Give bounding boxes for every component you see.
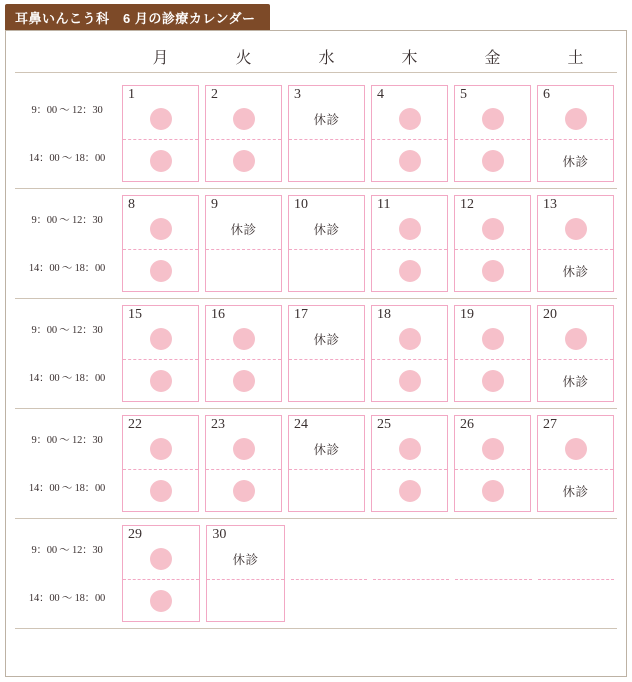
slot-afternoon: [123, 360, 198, 401]
day-cell[interactable]: [206, 525, 284, 622]
day-number: 1: [128, 87, 135, 102]
day-number: 20: [543, 307, 557, 322]
time-label-morning: 9：00 ～ 12：30: [31, 214, 103, 226]
slot-afternoon: [455, 470, 530, 511]
open-dot-icon: [233, 370, 255, 392]
day-number: 17: [294, 307, 308, 322]
slot-morning: [123, 86, 198, 140]
closed-label: 休診: [313, 442, 340, 457]
day-number: 6: [543, 87, 550, 102]
day-number: 5: [460, 87, 467, 102]
page-title: [5, 4, 270, 30]
time-label-afternoon: 14：00 ～ 18：00: [28, 263, 106, 275]
day-number: 15: [128, 307, 142, 322]
day-number: 16: [211, 307, 225, 322]
weekday-header-fri: 金: [484, 50, 501, 67]
open-dot-icon: [233, 328, 255, 350]
open-dot-icon: [150, 480, 172, 502]
day-number: 27: [543, 417, 557, 432]
slot-morning: [289, 196, 364, 250]
time-label-morning: 9：00 ～ 12：30: [31, 434, 103, 446]
slot-afternoon: [123, 470, 198, 511]
slot-afternoon: [206, 360, 281, 401]
day-cell[interactable]: [205, 415, 282, 512]
open-dot-icon: [399, 108, 421, 130]
day-number: 11: [377, 197, 391, 212]
time-label-afternoon: 14：00 ～ 18：00: [28, 593, 106, 605]
day-cell[interactable]: [454, 195, 531, 292]
day-number: 26: [460, 417, 474, 432]
slot-afternoon: [206, 250, 281, 291]
slot-morning: [206, 306, 281, 360]
slot-morning: [455, 306, 530, 360]
open-dot-icon: [399, 218, 421, 240]
day-number: 18: [377, 307, 391, 322]
slot-afternoon: [455, 140, 530, 181]
day-cell[interactable]: [122, 85, 199, 182]
open-dot-icon: [233, 438, 255, 460]
open-dot-icon: [150, 438, 172, 460]
open-dot-icon: [482, 480, 504, 502]
slot-afternoon: [123, 140, 198, 181]
day-cell[interactable]: [537, 195, 614, 292]
calendar-table: [15, 39, 617, 666]
closed-label: 休診: [562, 374, 589, 389]
closed-label: 休診: [313, 332, 340, 347]
slot-afternoon: [289, 470, 364, 511]
open-dot-icon: [150, 150, 172, 172]
open-dot-icon: [482, 108, 504, 130]
slot-morning: [538, 525, 614, 580]
open-dot-icon: [482, 438, 504, 460]
slot-morning: [538, 416, 613, 470]
day-number: 2: [211, 87, 218, 102]
time-label-afternoon: 14：00 ～ 18：00: [28, 483, 106, 495]
open-dot-icon: [233, 150, 255, 172]
slot-afternoon: [538, 470, 613, 511]
slot-morning: [538, 86, 613, 140]
slot-morning: [289, 86, 364, 140]
day-number: 4: [377, 87, 384, 102]
closed-label: 休診: [562, 264, 589, 279]
day-cells-row: [119, 519, 617, 628]
time-label-morning: 9：00 ～ 12：30: [31, 104, 103, 116]
time-label-column: [15, 79, 119, 188]
day-number: 24: [294, 417, 308, 432]
slot-morning: [455, 196, 530, 250]
open-dot-icon: [150, 328, 172, 350]
day-cell[interactable]: [454, 85, 531, 182]
day-number: 29: [128, 527, 142, 542]
day-cell-empty: [291, 525, 367, 622]
slot-afternoon: [123, 250, 198, 291]
day-cell[interactable]: [205, 85, 282, 182]
day-cell[interactable]: [537, 85, 614, 182]
day-cell[interactable]: [371, 415, 448, 512]
day-number: 13: [543, 197, 557, 212]
slot-afternoon: [207, 580, 283, 621]
open-dot-icon: [482, 150, 504, 172]
week-row: [15, 189, 617, 299]
closed-label: 休診: [313, 112, 340, 127]
slot-morning: [206, 196, 281, 250]
weekday-header-row: [15, 39, 617, 73]
day-cell[interactable]: [288, 415, 365, 512]
week-row: [15, 519, 617, 629]
slot-afternoon: [123, 580, 199, 621]
open-dot-icon: [399, 480, 421, 502]
slot-morning: [455, 416, 530, 470]
calendar-frame: [5, 30, 627, 677]
day-cell[interactable]: [122, 195, 199, 292]
slot-afternoon: [206, 140, 281, 181]
day-cell[interactable]: [454, 305, 531, 402]
day-cell[interactable]: [288, 85, 365, 182]
slot-afternoon: [455, 250, 530, 291]
slot-morning: [123, 526, 199, 580]
open-dot-icon: [399, 370, 421, 392]
day-number: 8: [128, 197, 135, 212]
open-dot-icon: [150, 370, 172, 392]
slot-morning: [372, 306, 447, 360]
open-dot-icon: [565, 108, 587, 130]
day-number: 19: [460, 307, 474, 322]
slot-morning: [206, 416, 281, 470]
open-dot-icon: [233, 480, 255, 502]
open-dot-icon: [482, 370, 504, 392]
slot-afternoon: [289, 360, 364, 401]
open-dot-icon: [150, 218, 172, 240]
weekday-header-sat: 土: [567, 50, 584, 67]
day-cells-row: [119, 79, 617, 188]
slot-morning: [373, 525, 449, 580]
day-number: 25: [377, 417, 391, 432]
slot-afternoon: [372, 470, 447, 511]
day-number: 12: [460, 197, 474, 212]
weekday-header-thu: 木: [401, 50, 418, 67]
slot-afternoon: [538, 360, 613, 401]
weeks-container: [15, 79, 617, 629]
closed-label: 休診: [313, 222, 340, 237]
open-dot-icon: [482, 218, 504, 240]
open-dot-icon: [150, 108, 172, 130]
week-row: [15, 299, 617, 409]
slot-afternoon: [538, 580, 614, 622]
slot-afternoon: [206, 470, 281, 511]
slot-morning: [289, 416, 364, 470]
closed-label: 休診: [230, 222, 257, 237]
slot-morning: [289, 306, 364, 360]
open-dot-icon: [565, 438, 587, 460]
slot-morning: [372, 196, 447, 250]
slot-morning: [207, 526, 283, 580]
day-cell-empty: [538, 525, 614, 622]
closed-label: 休診: [562, 154, 589, 169]
day-cells-row: [119, 409, 617, 518]
time-label-column: [15, 299, 119, 408]
slot-afternoon: [538, 250, 613, 291]
time-label-column: [15, 409, 119, 518]
slot-afternoon: [289, 140, 364, 181]
day-cell[interactable]: [122, 305, 199, 402]
slot-morning: [206, 86, 281, 140]
time-label-column: [15, 189, 119, 298]
closed-label: 休診: [562, 484, 589, 499]
slot-morning: [372, 416, 447, 470]
open-dot-icon: [399, 150, 421, 172]
day-number: 10: [294, 197, 308, 212]
weekday-header-mon: 月: [152, 50, 169, 67]
day-number: 22: [128, 417, 142, 432]
day-cell[interactable]: [122, 415, 199, 512]
slot-morning: [123, 196, 198, 250]
time-label-afternoon: 14：00 ～ 18：00: [28, 153, 106, 165]
slot-morning: [538, 196, 613, 250]
slot-morning: [291, 525, 367, 580]
slot-afternoon: [455, 580, 531, 622]
open-dot-icon: [482, 260, 504, 282]
slot-afternoon: [538, 140, 613, 181]
open-dot-icon: [150, 590, 172, 612]
slot-afternoon: [289, 250, 364, 291]
day-cell[interactable]: [122, 525, 200, 622]
open-dot-icon: [565, 218, 587, 240]
slot-morning: [455, 525, 531, 580]
open-dot-icon: [482, 328, 504, 350]
open-dot-icon: [233, 108, 255, 130]
closed-label: 休診: [232, 552, 259, 567]
day-cells-row: [119, 299, 617, 408]
day-cell[interactable]: [288, 305, 365, 402]
slot-afternoon: [455, 360, 530, 401]
time-label-morning: 9：00 ～ 12：30: [31, 324, 103, 336]
day-cell[interactable]: [288, 195, 365, 292]
day-number: 23: [211, 417, 225, 432]
day-number: 30: [212, 527, 227, 542]
time-label-morning: 9：00 ～ 12：30: [31, 544, 103, 556]
weekday-header-tue: 火: [235, 50, 252, 67]
open-dot-icon: [150, 548, 172, 570]
slot-afternoon: [372, 250, 447, 291]
day-cell[interactable]: [205, 305, 282, 402]
day-cell[interactable]: [371, 305, 448, 402]
day-cell-empty: [455, 525, 531, 622]
day-cell[interactable]: [371, 195, 448, 292]
day-cell[interactable]: [537, 305, 614, 402]
slot-morning: [123, 306, 198, 360]
week-row: [15, 409, 617, 519]
day-number: 9: [211, 197, 218, 212]
open-dot-icon: [150, 260, 172, 282]
slot-morning: [372, 86, 447, 140]
page-title-text: 耳鼻いんこう科 6 月の診療カレンダー: [15, 10, 256, 26]
day-cell[interactable]: [454, 415, 531, 512]
day-number: 3: [294, 87, 301, 102]
time-label-afternoon: 14：00 ～ 18：00: [28, 373, 106, 385]
weekday-header-wed: 水: [318, 50, 335, 67]
slot-afternoon: [372, 360, 447, 401]
open-dot-icon: [565, 328, 587, 350]
slot-morning: [538, 306, 613, 360]
open-dot-icon: [399, 328, 421, 350]
slot-morning: [455, 86, 530, 140]
time-label-column: [15, 519, 119, 628]
open-dot-icon: [399, 260, 421, 282]
day-cell[interactable]: [537, 415, 614, 512]
slot-morning: [123, 416, 198, 470]
day-cell[interactable]: [205, 195, 282, 292]
slot-afternoon: [372, 140, 447, 181]
slot-afternoon: [291, 580, 367, 622]
week-row: [15, 79, 617, 189]
day-cells-row: [119, 189, 617, 298]
day-cell-empty: [373, 525, 449, 622]
open-dot-icon: [399, 438, 421, 460]
slot-afternoon: [373, 580, 449, 622]
day-cell[interactable]: [371, 85, 448, 182]
